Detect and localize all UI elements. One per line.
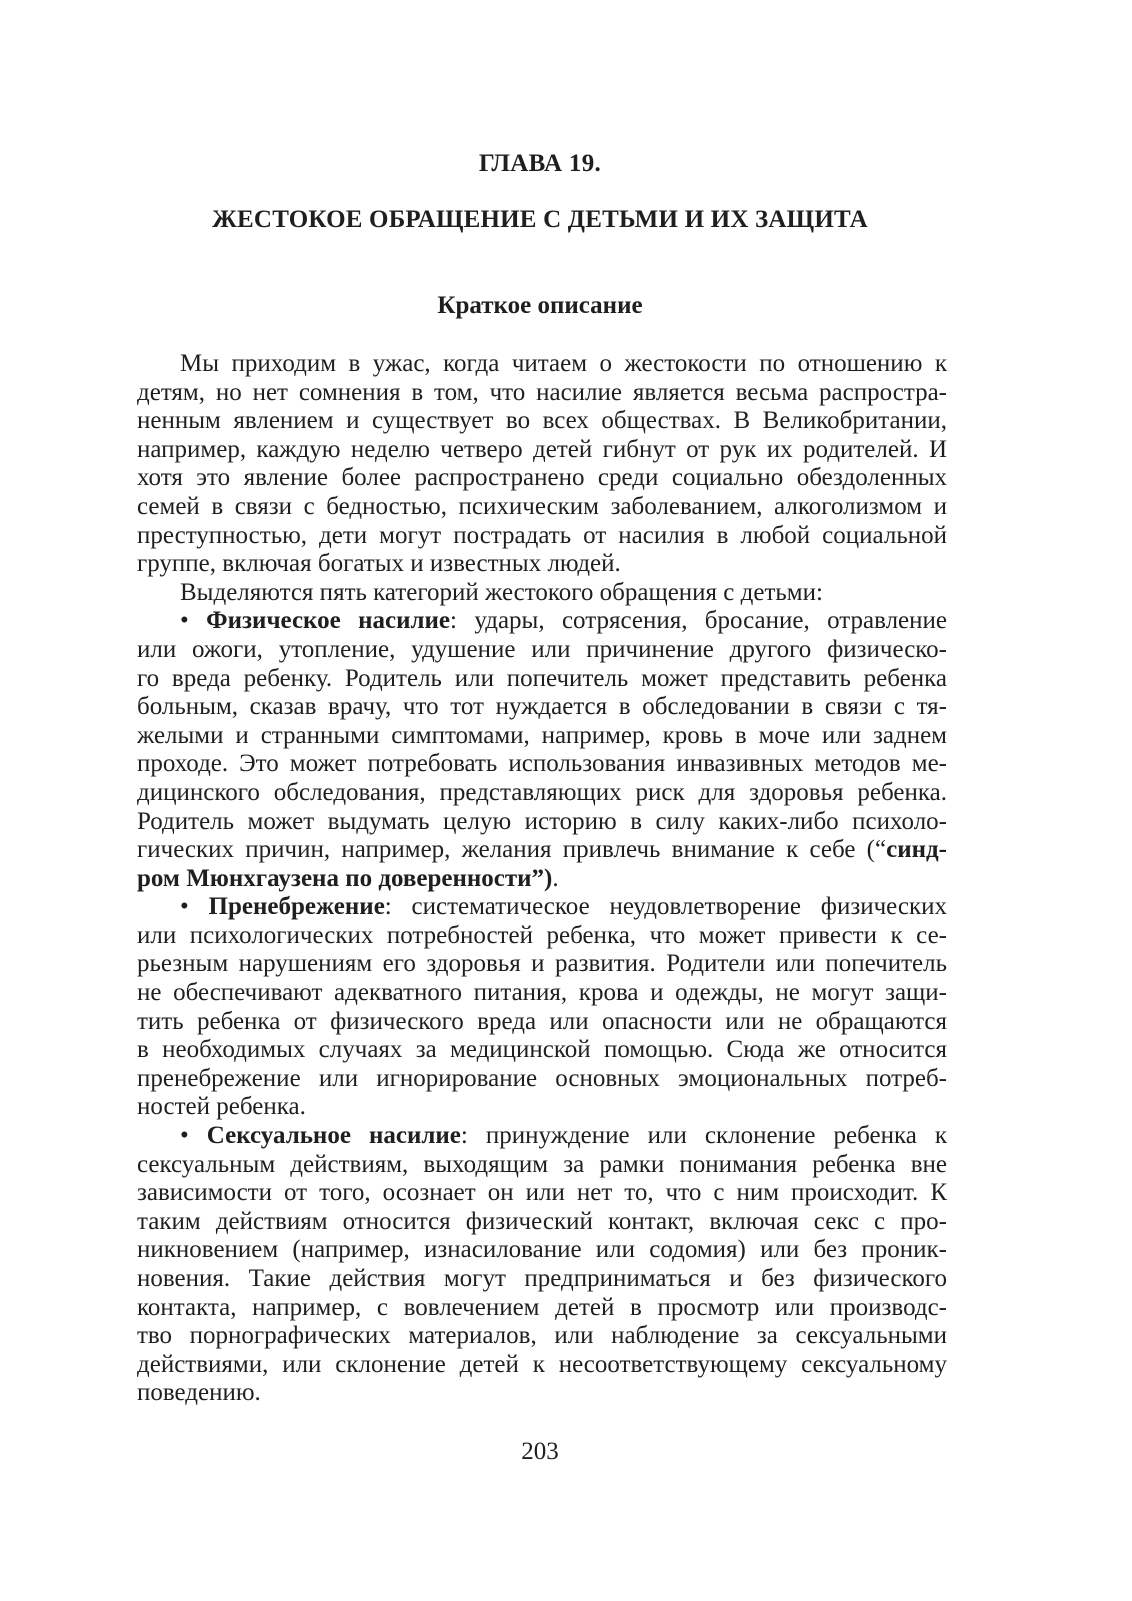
bullet-marker: • [180,607,189,635]
text-line: зависимости от того, осознает он или нет то, что с ним происходит. К [137,1179,947,1207]
text-line: сексуальным действиям, выходящим за рамки понимания ребенка вне [137,1150,947,1178]
text-line: в необходимых случаях за медицинской помощью. Сюда же относится [137,1036,947,1064]
chapter-title: ЖЕСТОКОЕ ОБРАЩЕНИЕ С ДЕТЬМИ И ИХ ЗАЩИТА [212,206,868,233]
text-line: желыми и странными симптомами, например, кровь в моче или заднем [137,721,947,749]
term-definition-start: : удары, сотрясения, бросание, отравление [450,607,948,635]
text-line: не обеспечивают адекватного питания, крова и одежды, не могут защи- [137,979,947,1007]
term-munchausen-part1: синд- [886,836,947,864]
text-line: больным, сказав врачу, что тот нуждается в обследовании в связи с тя- [137,693,947,721]
text-line: например, каждую неделю четверо детей гибнут от рук их родителей. И [137,435,947,463]
text-line [137,836,947,865]
text-line: семей в связи с бедностью, психическим заболеванием, алкоголизмом и [137,492,947,520]
bullet-marker: • [180,893,189,921]
text-line: Родитель может выдумать целую историю в силу каких-либо психоло- [137,807,947,835]
term-munchausen-part2: ром Мюнхгаузена по доверенности”) [137,864,553,892]
text-line: контакта, например, с вовлечением детей в просмотр или производс- [137,1293,947,1321]
text-line: проходе. Это может потребовать использования инвазивных методов ме- [137,750,947,778]
text-line: дицинского обследования, представляющих риск для здоровья ребенка. [137,778,947,806]
bullet-first-line [137,893,947,922]
section-heading: Краткое описание [437,292,643,319]
page-number: 203 [521,1438,559,1465]
chapter-number: ГЛАВА 19. [478,150,602,177]
text-line: хотя это явление более распространено среди социально обездоленных [137,464,947,492]
bullet-marker: • [180,1122,189,1150]
text-line: тить ребенка от физического вреда или опасности или не обращаются [137,1007,947,1035]
text-line: го вреда ребенку. Родитель или попечитель может представить ребенка [137,664,947,692]
bullet-first-line [137,607,947,636]
text-line: новения. Такие действия могут предприниматься и без физического [137,1265,947,1292]
term-definition-start: : систематическое неудовлетворение физических [384,893,948,921]
body-text [137,350,947,1408]
text-line: группе, включая богатых и известных людей. [137,550,621,578]
text-line: рьезным нарушениям его здоровья и развития. Родители или попечитель [137,950,947,978]
text-line: ненным явлением и существует во всех обществах. В Великобритании, [137,407,947,435]
text-fragment: . [552,864,559,892]
text-line: таким действиям относится физический контакт, включая секс с про- [137,1207,947,1235]
term-sexual-abuse: Сексуальное насилие [206,1122,461,1150]
term-definition-start: : принуждение или склонение ребенка к [460,1122,947,1150]
text-line: детям, но нет сомнения в том, что насилие является весьма распростра- [137,378,947,406]
text-line: пренебрежение или игнорирование основных эмоциональных потреб- [137,1064,947,1092]
text-line: никновением (например, изнасилование или содомия) или без проник- [137,1236,947,1264]
text-line: Выделяются пять категорий жестокого обращения с детьми: [180,578,823,606]
text-line: преступностью, дети могут пострадать от насилия в любой социальной [137,521,947,549]
term-physical-abuse: Физическое насилие [206,607,451,635]
text-line: поведению. [137,1379,261,1407]
text-line [137,865,947,894]
text-fragment: гических причин, например, желания привлечь внимание к себе (“ [137,836,887,864]
text-line: или ожоги, утопление, удушение или причинение другого физическо- [137,635,947,663]
text-line: действиями, или склонение детей к несоответствующему сексуальному [137,1350,947,1378]
term-neglect: Пренебрежение [208,893,385,921]
text-line: тво порнографических материалов, или наблюдение за сексуальными [137,1322,947,1350]
text-line: ностей ребенка. [137,1093,306,1121]
bullet-first-line [137,1122,947,1151]
text-line: или психологических потребностей ребенка, что может привести к се- [137,921,947,949]
text-line: Мы приходим в ужас, когда читаем о жестокости по отношению к [180,350,947,377]
